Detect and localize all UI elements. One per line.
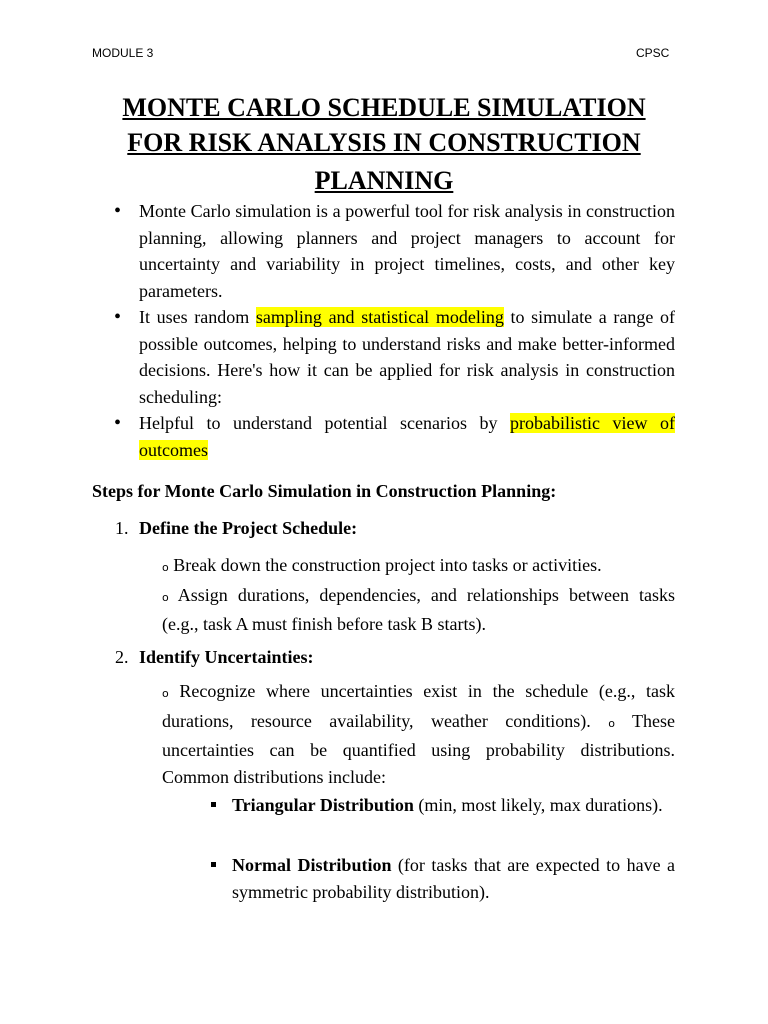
step-2-title [115,644,313,670]
highlighted-text: sampling and statistical modeling [255,307,504,327]
distribution-name: Normal Distribution [232,855,392,875]
distribution-desc: (min, most likely, max durations). [413,795,663,815]
steps-heading: Steps for Monte Carlo Simulation in Construction Planning: [92,481,557,501]
step-1-items [162,552,675,638]
step-item [162,552,675,582]
bullet-dot-icon: • [114,200,122,222]
bullet-item [114,304,675,410]
square-bullet-icon [211,802,216,807]
bullet-item [114,198,675,304]
bullet-text: to simulate a range of possible outcomes, helping to understand risks and make better-informed decisions. Here's how it can be applied for risk analysis in construction scheduling: [139,307,675,407]
bullet-text: Helpful to understand potential scenarios by [139,413,511,433]
highlighted-text: probabilistic view of outcomes [139,413,676,460]
step-2-items [162,678,675,790]
bullet-dot-icon: • [114,306,122,328]
header-module: MODULE 3 [92,46,154,60]
step-item-text: These uncertainties can be quantified using probability distributions. Common distributions include: [162,710,675,787]
title-line-1: MONTE CARLO SCHEDULE SIMULATION [122,93,646,122]
distribution-name: Triangular Distribution [232,795,414,815]
step-item-text: Break down the construction project into tasks or activities. [173,555,602,575]
title-line-3: PLANNING [314,166,454,195]
bullet-dot-icon: • [114,412,122,434]
header-course: CPSC [636,46,670,60]
distribution-desc: (for tasks that are expected to have a symmetric probability distribution). [232,855,676,902]
intro-bullet-list [114,198,676,463]
bullet-item [114,410,676,463]
circle-bullet-icon: o [608,716,615,730]
step-item-text: Assign durations, dependencies, and relationships between tasks (e.g., task A must finish before task B starts). [162,584,675,634]
step-title-text: Define the Project Schedule: [139,518,358,538]
circle-bullet-icon: o [162,561,169,574]
document-title [92,90,676,198]
distribution-item [232,792,675,819]
step-item [162,582,675,638]
distribution-item [232,852,675,905]
step-item-text: Recognize where uncertainties exist in the schedule (e.g., task durations, resource availability, weather conditions). [162,681,676,731]
circle-bullet-icon: o [162,687,169,700]
step-number: 2. [115,647,129,667]
title-line-2: FOR RISK ANALYSIS IN CONSTRUCTION [127,128,641,157]
bullet-text: It uses random [139,307,256,327]
step-1-title [115,515,357,541]
step-title-text: Identify Uncertainties: [139,647,314,667]
square-bullet-icon [211,862,216,867]
bullet-text: Monte Carlo simulation is a powerful tool for risk analysis in construction planning, allowing planners and project managers to account for uncertainty and variability in project timelines, costs, and other key parameters. [139,201,675,301]
circle-bullet-icon: o [162,590,169,604]
step-number: 1. [115,518,129,538]
